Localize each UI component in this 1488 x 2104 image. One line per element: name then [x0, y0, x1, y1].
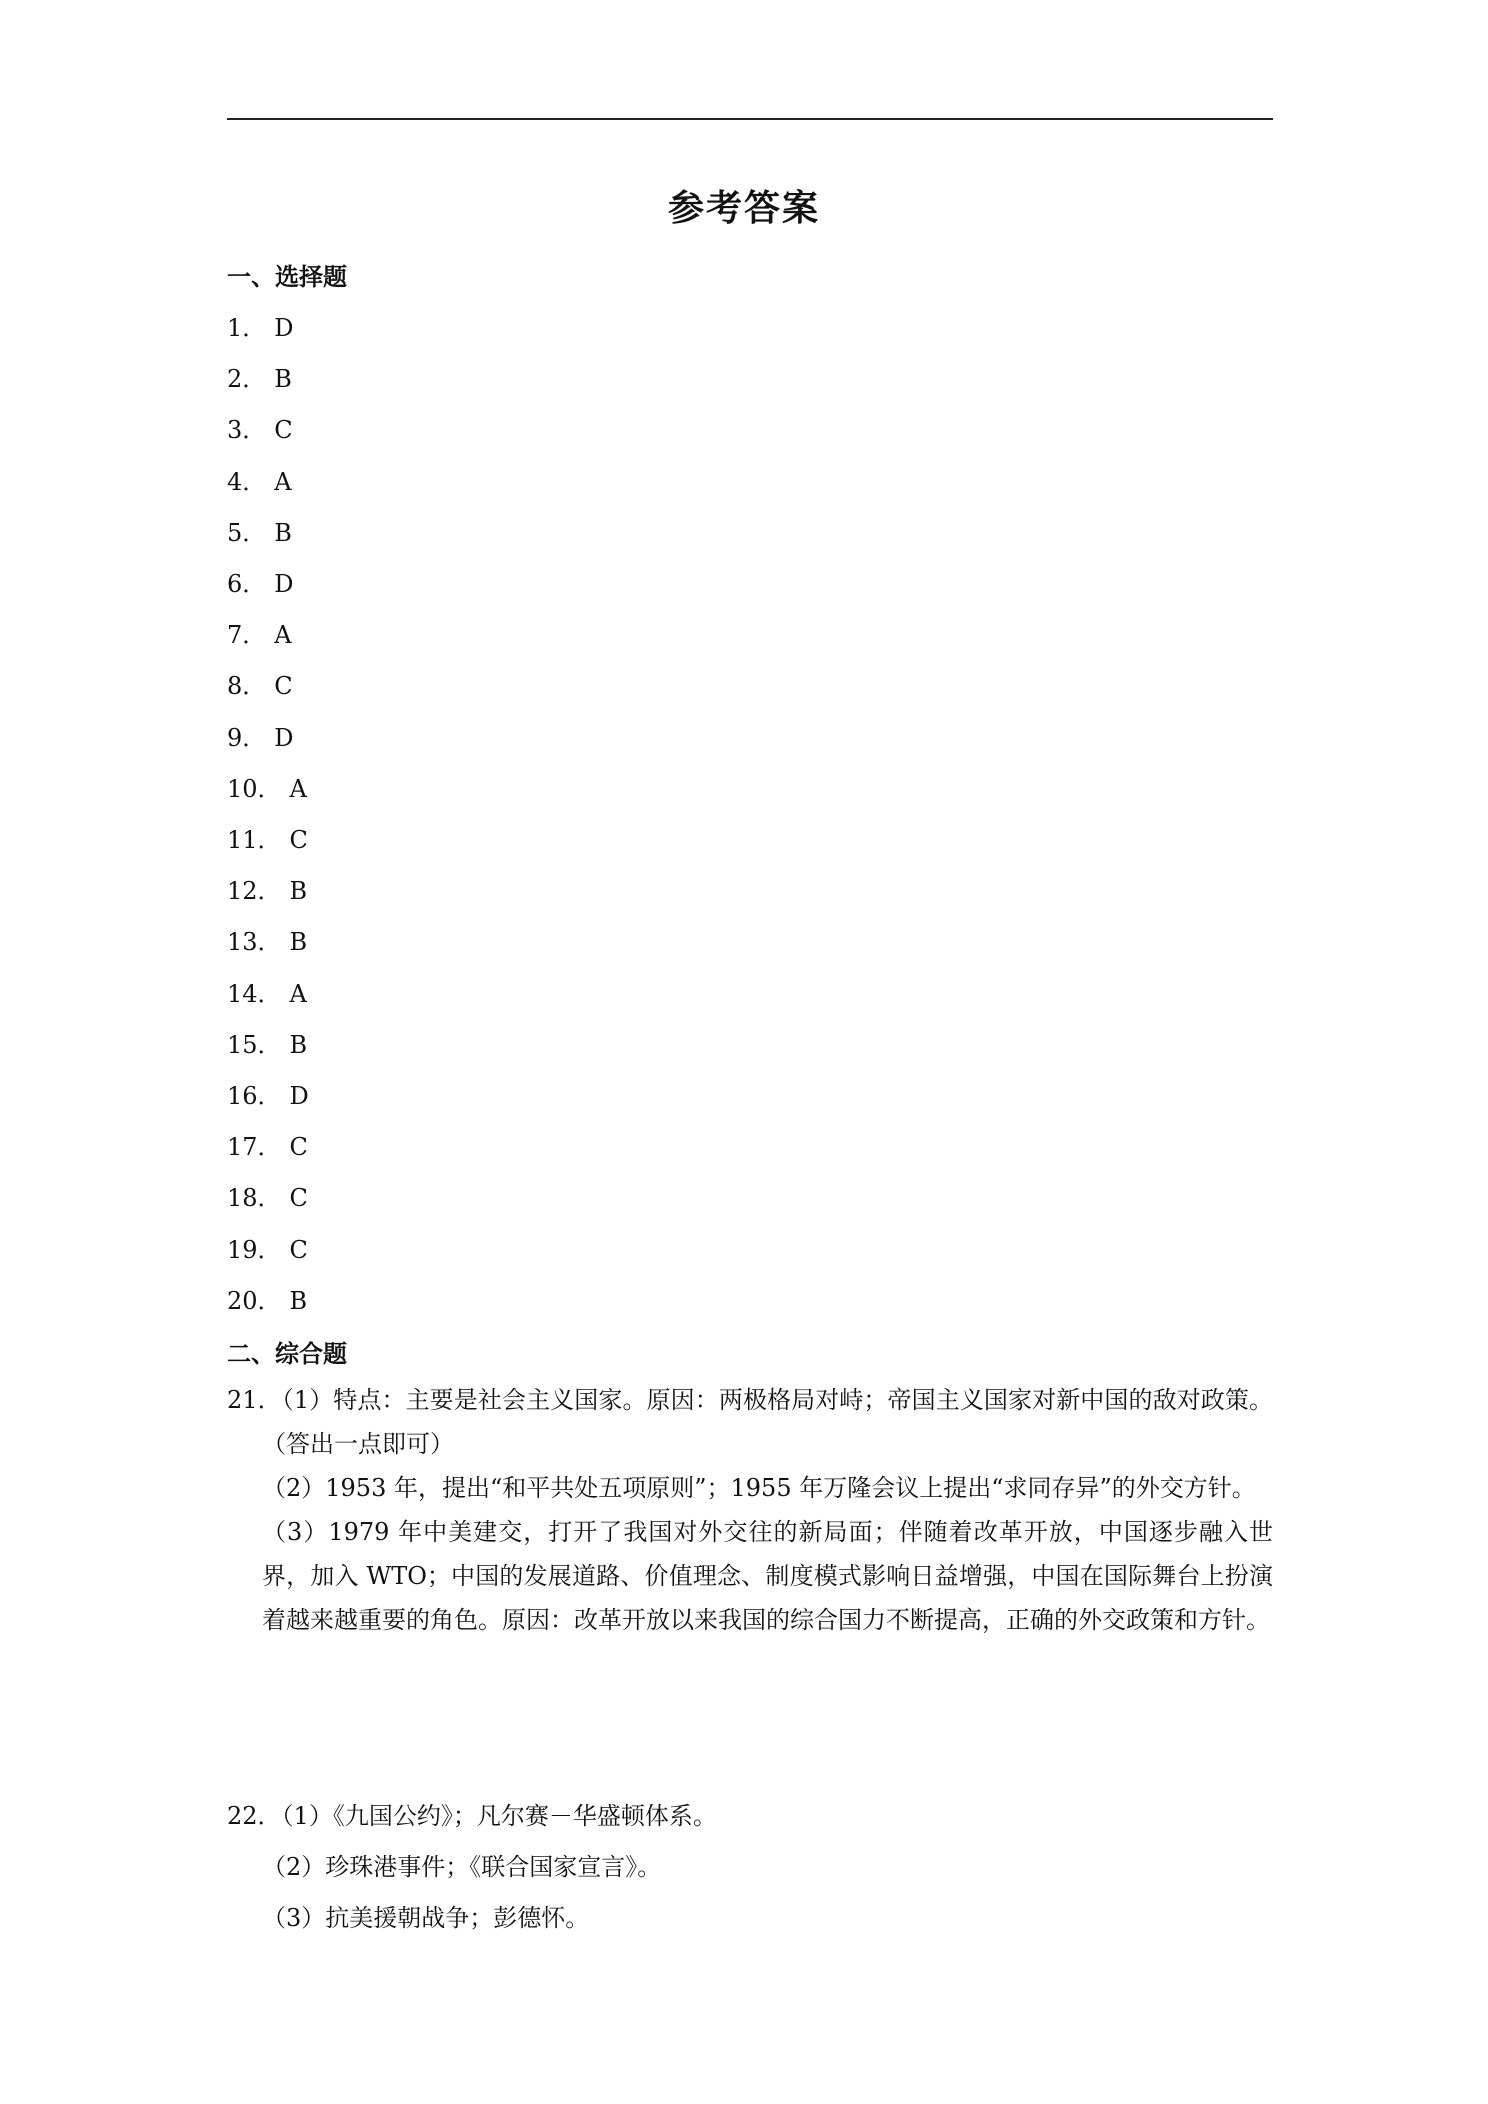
answer-item [227, 513, 292, 548]
answer-number: 9． [227, 723, 267, 752]
answer-item [227, 1230, 308, 1265]
answer-value: C [289, 1184, 308, 1213]
answer-item [227, 308, 294, 343]
question-22-part-1 [227, 1794, 1273, 1838]
answer-value: B [274, 365, 292, 394]
answer-number: 4． [227, 467, 267, 496]
question-22-number: 22． [227, 1802, 282, 1830]
answer-number: 19． [227, 1235, 282, 1264]
answer-number: 10． [227, 774, 282, 803]
answer-item [227, 1281, 307, 1316]
answer-number: 12． [227, 877, 282, 906]
answer-number: 11． [227, 826, 282, 854]
answer-item [227, 718, 294, 753]
answer-item [227, 974, 307, 1009]
answer-item [227, 1025, 307, 1060]
answer-number: 13． [227, 928, 282, 957]
answer-number: 20． [227, 1286, 282, 1315]
answer-value: C [289, 826, 308, 854]
question-22-part-3: （3）抗美援朝战争；彭德怀。 [262, 1904, 590, 1932]
question-22 [227, 1794, 1273, 1940]
answer-value: A [274, 621, 292, 650]
answer-item [227, 1127, 308, 1162]
answer-value: A [274, 467, 292, 496]
answer-number: 8． [227, 672, 267, 701]
section-heading-comprehensive: 二、综合题 [227, 1339, 347, 1368]
answer-number: 7． [227, 621, 267, 650]
answer-number: 1． [227, 314, 267, 342]
answer-item [227, 615, 292, 650]
answer-number: 5． [227, 518, 267, 547]
answer-value: B [289, 1286, 308, 1315]
question-21-part-2: （2）1953 年，提出“和平共处五项原则”；1955 年万隆会议上提出“求同存异”的外交方针。 [262, 1474, 1256, 1502]
answer-item [227, 410, 293, 445]
answer-item [227, 1076, 309, 1111]
answer-value: C [289, 1133, 308, 1162]
question-21-part-1 [227, 1378, 1273, 1466]
answer-item [227, 359, 292, 394]
answer-number: 2． [227, 365, 267, 394]
answer-value: D [274, 314, 294, 342]
answer-value: B [289, 877, 308, 906]
answer-number: 14． [227, 979, 282, 1008]
answer-value: A [289, 979, 307, 1008]
question-22-part-2: （2）珍珠港事件；《联合国家宣言》。 [262, 1853, 662, 1881]
answer-value: C [274, 416, 293, 445]
question-22-part-1-text: （1）《九国公约》；凡尔赛－华盛顿体系。 [281, 1802, 717, 1830]
answer-item [227, 769, 307, 804]
answer-value: A [289, 774, 307, 803]
answer-value: B [289, 1030, 308, 1059]
question-21-part-1-text: （1）特点：主要是社会主义国家。原因：两极格局对峙；帝国主义国家对新中国的敌对政策。（答出一点即可） [262, 1386, 1273, 1458]
page-title: 参考答案 [667, 187, 820, 229]
answer-value: B [274, 518, 292, 547]
question-21 [227, 1378, 1273, 1642]
answer-item [227, 820, 308, 855]
answer-item [227, 922, 307, 957]
answer-value: D [289, 1082, 309, 1110]
answer-value: B [289, 928, 308, 957]
header-rule [227, 118, 1273, 120]
answer-number: 18． [227, 1184, 282, 1213]
answer-value: C [289, 1235, 308, 1264]
answer-item [227, 462, 292, 497]
answer-item [227, 564, 294, 599]
answer-item [227, 1178, 308, 1213]
answer-number: 3． [227, 416, 267, 445]
section-heading-choice: 一、选择题 [227, 262, 347, 291]
answer-number: 15． [227, 1030, 282, 1059]
answer-value: D [274, 723, 294, 752]
answer-value: D [274, 570, 294, 598]
answer-number: 6． [227, 570, 267, 598]
answer-value: C [274, 672, 293, 701]
question-21-part-3: （3）1979 年中美建交，打开了我国对外交往的新局面；伴随着改革开放，中国逐步融入世界，加入 WTO；中国的发展道路、价值理念、制度模式影响日益增强，中国在国际舞台上扮演着越来越重要的角色。原因：改革开放以来我国的综合国力不断提高，正确的外交政策和方针。 [262, 1518, 1273, 1634]
question-21-number: 21． [227, 1386, 282, 1414]
answer-number: 16． [227, 1082, 282, 1110]
answer-item [227, 666, 293, 701]
answer-number: 17． [227, 1133, 282, 1162]
answer-item [227, 871, 307, 906]
